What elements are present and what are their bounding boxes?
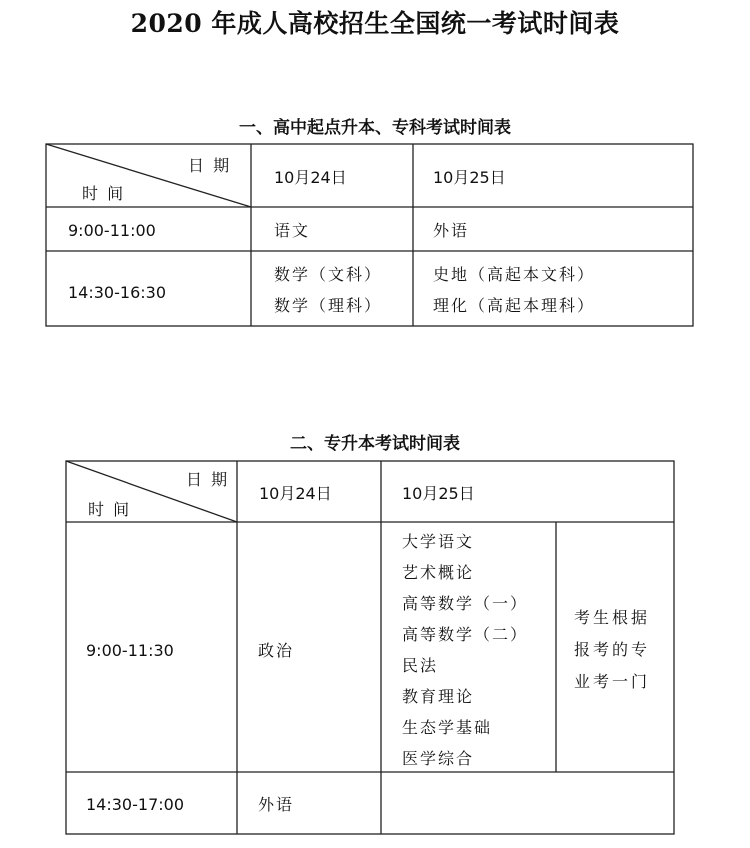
t1-date-label: 日 期 xyxy=(188,156,232,175)
t1-r1-day1: 语文 xyxy=(274,221,311,240)
t2-r1-subject: 高等数学（二） xyxy=(402,625,529,644)
t2-r1-subject: 高等数学（一） xyxy=(402,594,529,613)
t2-r2-day1: 外语 xyxy=(258,795,295,814)
t2-r1-time: 9:00-11:30 xyxy=(86,641,174,660)
t2-day2-header: 10月25日 xyxy=(402,484,475,503)
t1-r1-time: 9:00-11:00 xyxy=(68,221,156,240)
t2-day1-header: 10月24日 xyxy=(259,484,332,503)
t2-r1-subject: 生态学基础 xyxy=(402,718,493,737)
t1-r2-day1-a: 数学（文科） xyxy=(274,265,383,284)
t2-r1-subject: 医学综合 xyxy=(402,749,475,768)
t1-r2-day2-a: 史地（高起本文科） xyxy=(433,265,596,284)
section1-title: 一、高中起点升本、专科考试时间表 xyxy=(239,118,511,138)
t1-r2-day2-b: 理化（高起本理科） xyxy=(433,296,596,315)
t1-r2-time: 14:30-16:30 xyxy=(68,283,166,302)
t1-day2-header: 10月25日 xyxy=(433,168,506,187)
t2-time-label: 时 间 xyxy=(88,500,132,519)
t1-time-label: 时 间 xyxy=(82,184,126,203)
t2-date-label: 日 期 xyxy=(186,470,230,489)
t2-note-line: 考生根据 xyxy=(574,608,651,627)
t2-r1-subject: 教育理论 xyxy=(402,687,475,706)
t1-r2-day1-b: 数学（理科） xyxy=(274,296,383,315)
page-title: 2020 年成人高校招生全国统一考试时间表 xyxy=(130,9,620,38)
t1-day1-header: 10月24日 xyxy=(274,168,347,187)
t2-r1-subject: 大学语文 xyxy=(402,532,475,551)
t2-r1-subject: 民法 xyxy=(402,656,439,675)
t2-r1-day1: 政治 xyxy=(258,641,295,660)
t2-r2-time: 14:30-17:00 xyxy=(86,795,184,814)
t2-note-line: 业考一门 xyxy=(574,672,651,691)
t2-r1-subject: 艺术概论 xyxy=(402,563,475,582)
t2-note-line: 报考的专 xyxy=(574,640,651,659)
section2-title: 二、专升本考试时间表 xyxy=(290,434,460,454)
t1-r1-day2: 外语 xyxy=(433,221,470,240)
